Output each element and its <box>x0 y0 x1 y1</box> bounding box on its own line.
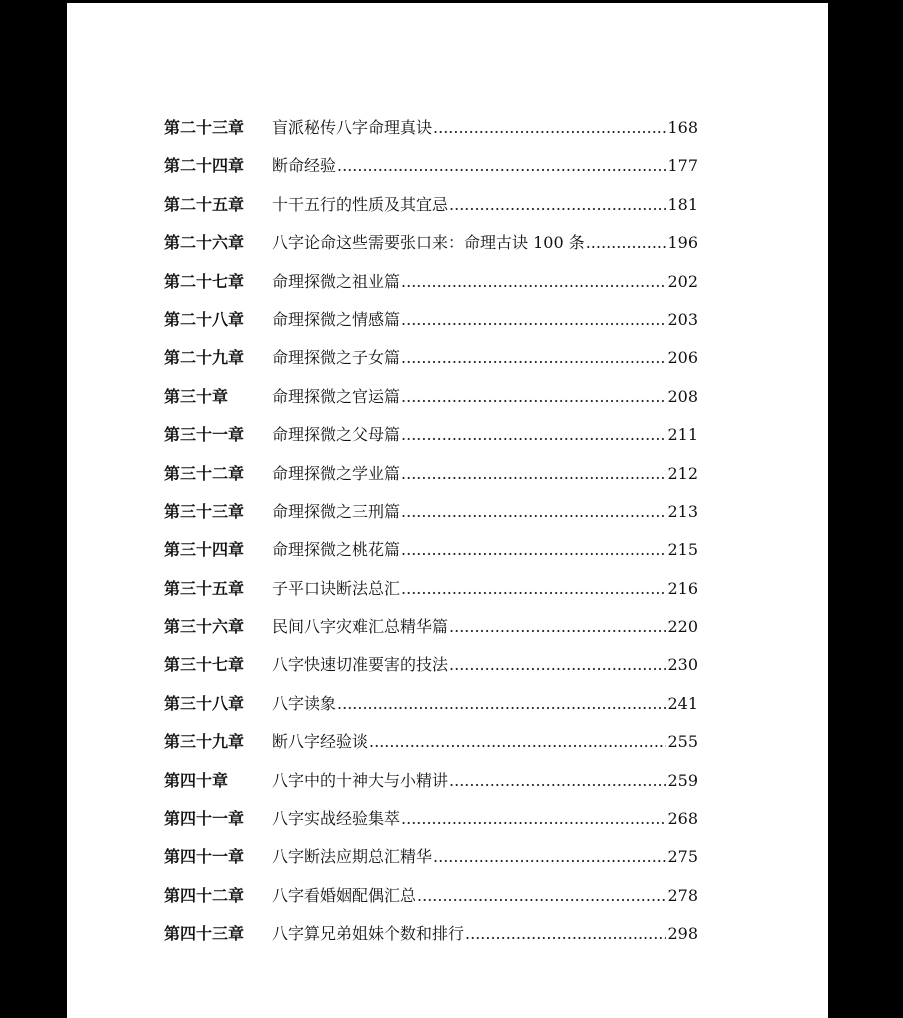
toc-chapter-number: 第三十七章 <box>164 655 245 675</box>
toc-dot-leader <box>449 613 666 641</box>
toc-dot-leader <box>449 191 666 219</box>
toc-page-number: 177 <box>667 156 698 176</box>
toc-chapter-number: 第二十四章 <box>164 156 245 176</box>
toc-chapter-title: 命理探微之三刑篇 <box>272 501 401 521</box>
toc-chapter-number: 第四十三章 <box>164 924 245 944</box>
toc-chapter-number: 第四十章 <box>164 770 229 790</box>
table-of-contents <box>164 114 698 959</box>
toc-dot-leader <box>337 690 666 718</box>
toc-chapter-title: 十干五行的性质及其宜忌 <box>272 194 449 214</box>
toc-dot-leader <box>433 114 666 142</box>
toc-chapter-title: 八字快速切准要害的技法 <box>272 655 449 675</box>
toc-page-number: 196 <box>667 233 698 253</box>
toc-page-number: 215 <box>667 540 698 560</box>
toc-chapter-title: 八字算兄弟姐妹个数和排行 <box>272 924 465 944</box>
toc-chapter-number: 第三十三章 <box>164 501 245 521</box>
toc-entry[interactable] <box>164 767 698 805</box>
toc-entry[interactable] <box>164 805 698 843</box>
toc-chapter-title: 盲派秘传八字命理真诀 <box>272 118 433 137</box>
toc-dot-leader <box>401 421 666 449</box>
toc-chapter-title: 命理探微之桃花篇 <box>272 540 401 560</box>
toc-page-number: 259 <box>667 770 698 790</box>
toc-chapter-title: 命理探微之学业篇 <box>272 463 401 483</box>
toc-chapter-title: 八字中的十神大与小精讲 <box>272 770 449 790</box>
toc-chapter-number: 第二十八章 <box>164 309 245 329</box>
toc-entry[interactable] <box>164 728 698 766</box>
toc-dot-leader <box>401 575 666 603</box>
toc-entry[interactable] <box>164 229 698 267</box>
toc-chapter-number: 第三十五章 <box>164 578 245 598</box>
toc-chapter-number: 第三十八章 <box>164 693 245 713</box>
toc-chapter-title: 八字看婚姻配偶汇总 <box>272 885 417 905</box>
toc-entry[interactable] <box>164 306 698 344</box>
toc-entry[interactable] <box>164 268 698 306</box>
toc-dot-leader <box>449 767 666 795</box>
toc-dot-leader <box>401 460 666 488</box>
toc-page-number: 278 <box>667 885 698 905</box>
toc-chapter-title: 八字论命这些需要张口来：命理古诀 100 条 <box>272 233 585 253</box>
toc-entry[interactable] <box>164 421 698 459</box>
toc-entry[interactable] <box>164 191 698 229</box>
toc-page-number: 255 <box>667 732 698 752</box>
toc-chapter-title: 断八字经验谈 <box>272 732 369 752</box>
toc-page-number: 206 <box>667 348 698 368</box>
toc-chapter-number: 第四十一章 <box>164 847 245 867</box>
toc-dot-leader <box>401 805 666 833</box>
toc-entry[interactable] <box>164 651 698 689</box>
toc-entry[interactable] <box>164 575 698 613</box>
toc-chapter-title: 子平口诀断法总汇 <box>272 578 401 598</box>
toc-page-number: 275 <box>667 847 698 867</box>
toc-chapter-title: 命理探微之子女篇 <box>272 348 401 368</box>
toc-chapter-number: 第二十七章 <box>164 271 245 291</box>
toc-chapter-title: 命理探微之父母篇 <box>272 425 401 445</box>
toc-chapter-number: 第二十六章 <box>164 233 245 253</box>
toc-page-number: 220 <box>667 617 698 637</box>
toc-dot-leader <box>401 498 666 526</box>
toc-chapter-title: 八字断法应期总汇精华 <box>272 847 433 867</box>
toc-chapter-number: 第三十九章 <box>164 732 245 752</box>
toc-chapter-number: 第二十五章 <box>164 194 245 214</box>
toc-entry[interactable] <box>164 613 698 651</box>
toc-entry[interactable] <box>164 882 698 920</box>
toc-chapter-number: 第三十一章 <box>164 425 245 445</box>
toc-chapter-title: 民间八字灾难汇总精华篇 <box>272 617 449 637</box>
toc-dot-leader <box>401 306 666 334</box>
toc-page-number: 268 <box>667 809 698 829</box>
toc-entry[interactable] <box>164 843 698 881</box>
toc-page-number: 213 <box>667 501 698 521</box>
toc-chapter-number: 第三十四章 <box>164 540 245 560</box>
toc-chapter-number: 第四十二章 <box>164 885 245 905</box>
toc-entry[interactable] <box>164 152 698 190</box>
toc-page-number: 212 <box>667 463 698 483</box>
toc-dot-leader <box>337 152 666 180</box>
toc-entry[interactable] <box>164 690 698 728</box>
toc-chapter-number: 第二十三章 <box>164 118 245 137</box>
toc-page-number: 168 <box>667 118 698 137</box>
toc-dot-leader <box>586 229 667 257</box>
toc-entry[interactable] <box>164 498 698 536</box>
toc-page-number: 216 <box>667 578 698 598</box>
toc-page-number: 202 <box>667 271 698 291</box>
toc-page-number: 298 <box>667 924 698 944</box>
toc-page-number: 208 <box>667 386 698 406</box>
toc-dot-leader <box>401 383 666 411</box>
toc-entry[interactable] <box>164 114 698 152</box>
toc-dot-leader <box>417 882 666 910</box>
toc-entry[interactable] <box>164 920 698 958</box>
toc-dot-leader <box>369 728 666 756</box>
toc-page-number: 241 <box>667 693 698 713</box>
toc-entry[interactable] <box>164 536 698 574</box>
toc-chapter-number: 第三十章 <box>164 386 229 406</box>
toc-dot-leader <box>433 843 666 871</box>
toc-page-number: 203 <box>667 309 698 329</box>
toc-page-number: 230 <box>667 655 698 675</box>
toc-chapter-title: 断命经验 <box>272 156 337 176</box>
toc-chapter-title: 八字实战经验集萃 <box>272 809 401 829</box>
toc-entry[interactable] <box>164 460 698 498</box>
toc-page-number: 181 <box>667 194 698 214</box>
document-page <box>67 3 828 1018</box>
toc-chapter-title: 命理探微之情感篇 <box>272 309 401 329</box>
toc-dot-leader <box>401 268 666 296</box>
toc-chapter-number: 第四十一章 <box>164 809 245 829</box>
toc-page-number: 211 <box>667 425 698 445</box>
toc-chapter-number: 第二十九章 <box>164 348 245 368</box>
toc-chapter-number: 第三十六章 <box>164 617 245 637</box>
toc-dot-leader <box>449 651 666 679</box>
toc-entry[interactable] <box>164 383 698 421</box>
toc-chapter-title: 命理探微之官运篇 <box>272 386 401 406</box>
toc-chapter-title: 八字读象 <box>272 693 337 713</box>
toc-entry[interactable] <box>164 344 698 382</box>
toc-dot-leader <box>401 536 666 564</box>
toc-dot-leader <box>465 920 666 948</box>
toc-dot-leader <box>401 344 666 372</box>
toc-chapter-number: 第三十二章 <box>164 463 245 483</box>
toc-chapter-title: 命理探微之祖业篇 <box>272 271 401 291</box>
